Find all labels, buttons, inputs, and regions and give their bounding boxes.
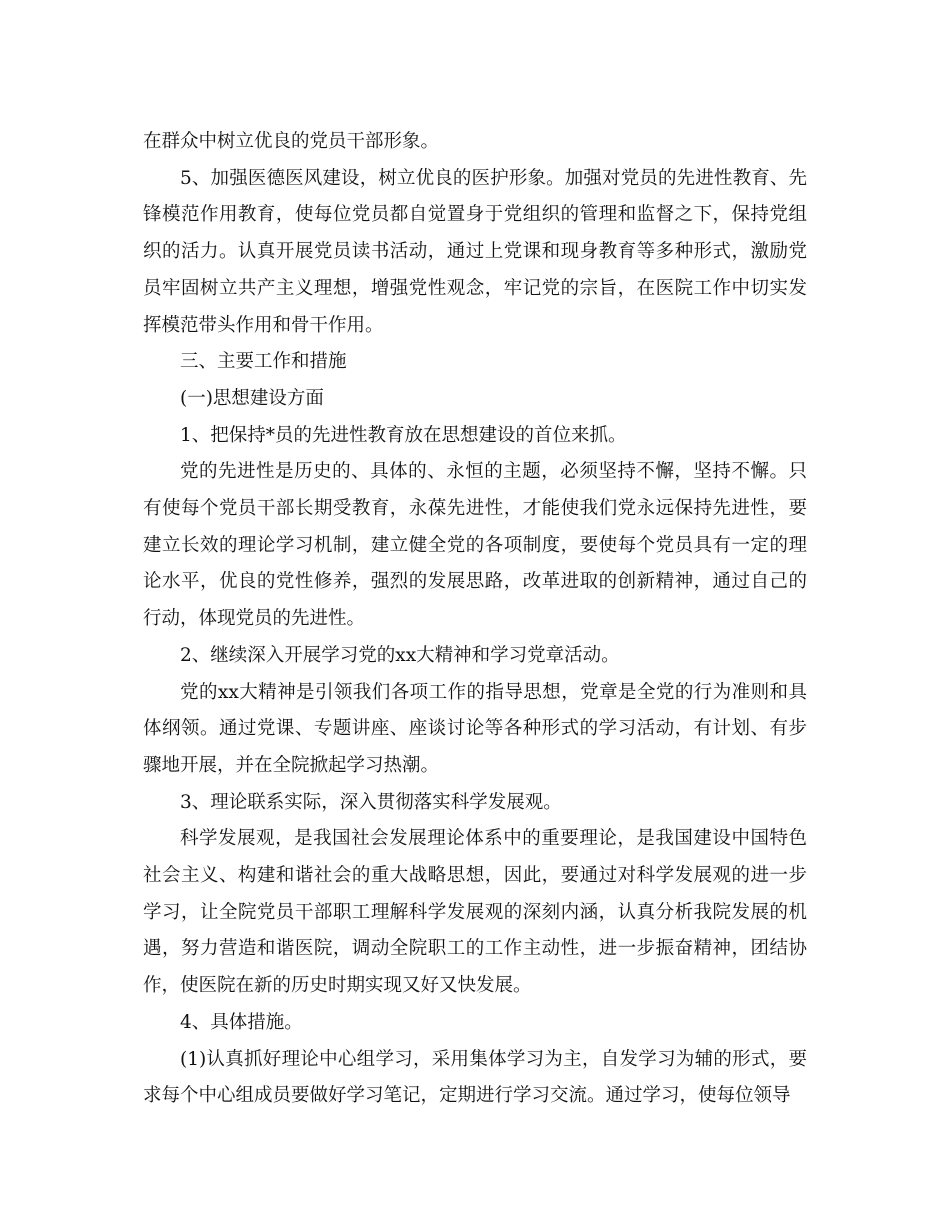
item-heading-4: 4、具体措施。 xyxy=(180,1011,303,1033)
paragraph-10: 科学发展观，是我国社会发展理论体系中的重要理论，是我国建设中国特色社会主义、构建和谐社会的重大战略思想，因此，要通过对科学发展观的进一步学习，让全院党员干部职工理解科学发展观的深刻内涵，认真分析我院发展的机遇，努力营造和谐医院，调动全院职工的工作主动性，进一步振奋精神，团结协作，使医院在新的历史时期实现又好又快发展。 xyxy=(143,828,807,997)
paragraph-1: 在群众中树立优良的党员干部形象。 xyxy=(143,131,440,152)
paragraph-2: 5、加强医德医风建设，树立优良的医护形象。加强对党员的先进性教育、先锋模范作用教育，使每位党员都自觉置身于党组织的管理和监督之下，保持党组织的活力。认真开展党员读书活动，通过上党课和现身教育等多种形式，激励党员牢固树立共产主义理想，增强党性观念，牢记党的宗旨，在医院工作中切实发挥模范带头作用和骨干作用。 xyxy=(143,167,807,336)
paragraph-6: 党的先进性是历史的、具体的、永恒的主题，必须坚持不懈，坚持不懈。只有使每个党员干部长期受教育，永葆先进性，才能使我们党永远保持先进性，要建立长效的理论学习机制，建立健全党的各项制度，要使每个党员具有一定的理论水平，优良的党性修养，强烈的发展思路，改革进取的创新精神，通过自己的行动，体现党员的先进性。 xyxy=(143,461,807,630)
document-body xyxy=(143,124,807,1115)
paragraph-12: (1)认真抓好理论中心组学习，采用集体学习为主，自发学习为辅的形式，要求每个中心组成员要做好学习笔记，定期进行学习交流。通过学习，使每位领导 xyxy=(143,1048,807,1107)
paragraph-8: 党的xx大精神是引领我们各项工作的指导思想，党章是全党的行为准则和具体纲领。通过党课、专题讲座、座谈讨论等各种形式的学习活动，有计划、有步骤地开展，并在全院掀起学习热潮。 xyxy=(143,681,807,776)
item-heading-1: 1、把保持*员的先进性教育放在思想建设的首位来抓。 xyxy=(180,424,627,446)
item-heading-3: 3、理论联系实际，深入贯彻落实科学发展观。 xyxy=(180,791,562,813)
section-heading-main-work: 三、主要工作和措施 xyxy=(180,351,347,373)
item-heading-2: 2、继续深入开展学习党的xx大精神和学习党章活动。 xyxy=(180,644,620,666)
subsection-heading-ideology: (一)思想建设方面 xyxy=(180,387,324,409)
